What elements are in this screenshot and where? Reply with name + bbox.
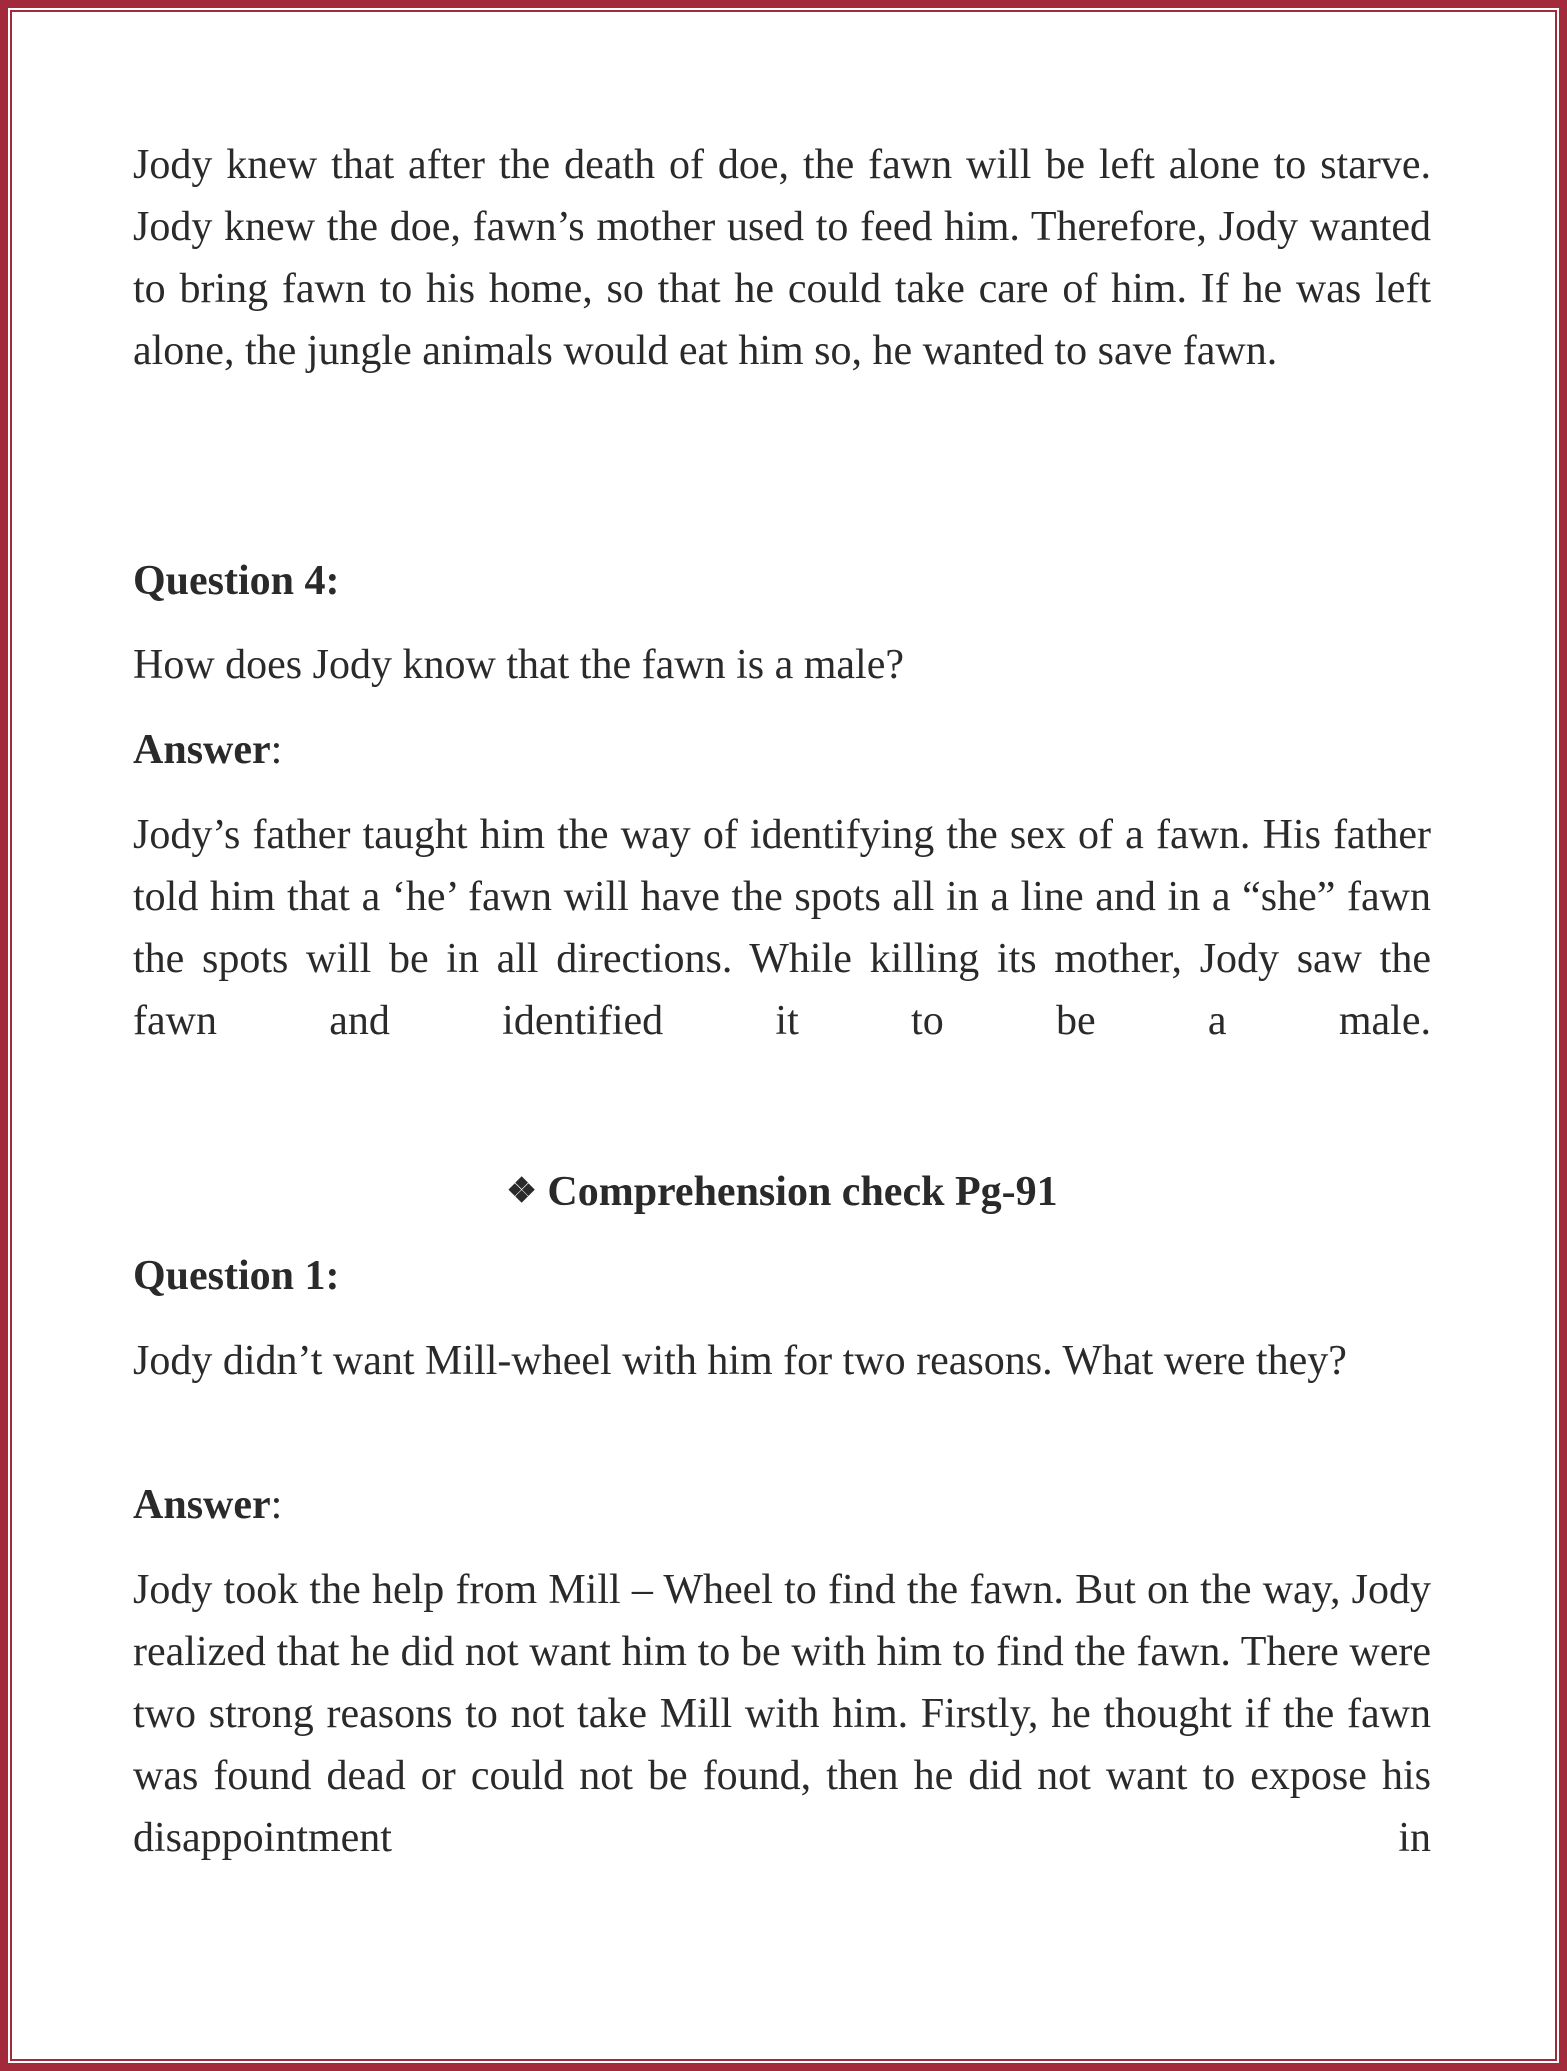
answer-label-q1 — [133, 1474, 1431, 1536]
answer-paragraph-q3: Jody knew that after the death of doe, the fawn will be left alone to starve. Jody knew the doe, fawn’s mother used to feed him. Therefore, Jody wanted to bring fawn to his home, so that he could take care of him. If he was left alone, the jungle animals would eat him so, he wanted to save fawn. — [133, 142, 1431, 374]
answer-colon: : — [270, 727, 283, 773]
answer-label-q4 — [133, 719, 1431, 781]
section-heading — [133, 1161, 1431, 1223]
answer-label: Answer — [133, 727, 271, 773]
question-1-text: Jody didn’t want Mill-wheel with him for two reasons. What were they? — [133, 1338, 1347, 1384]
question-1-heading: Question 1: — [133, 1253, 340, 1299]
answer-label: Answer — [133, 1482, 271, 1528]
question-4-heading: Question 4: — [133, 558, 340, 604]
answer-paragraph-q4: Jody’s father taught him the way of identifying the sex of a fawn. His father told him that a ‘he’ fawn will have the spots all in a line and in a “she” fawn the spots will be in all directions. While killing its mother, Jody saw the fawn and identified it to be a male. — [133, 812, 1431, 1044]
section-title: Comprehension check Pg-91 — [547, 1169, 1058, 1215]
answer-paragraph-q1: Jody took the help from Mill – Wheel to find the fawn. But on the way, Jody realized that he did not want him to be with him to find the fawn. There were two strong reasons to not take Mill with him. Firstly, he thought if the fawn was found dead or could not be found, then he did not want to expose his disappointment in — [133, 1567, 1431, 1861]
question-4-text: How does Jody know that the fawn is a male? — [133, 642, 904, 688]
diamond-bullet-icon: ❖ — [506, 1173, 537, 1210]
answer-colon: : — [270, 1482, 283, 1528]
